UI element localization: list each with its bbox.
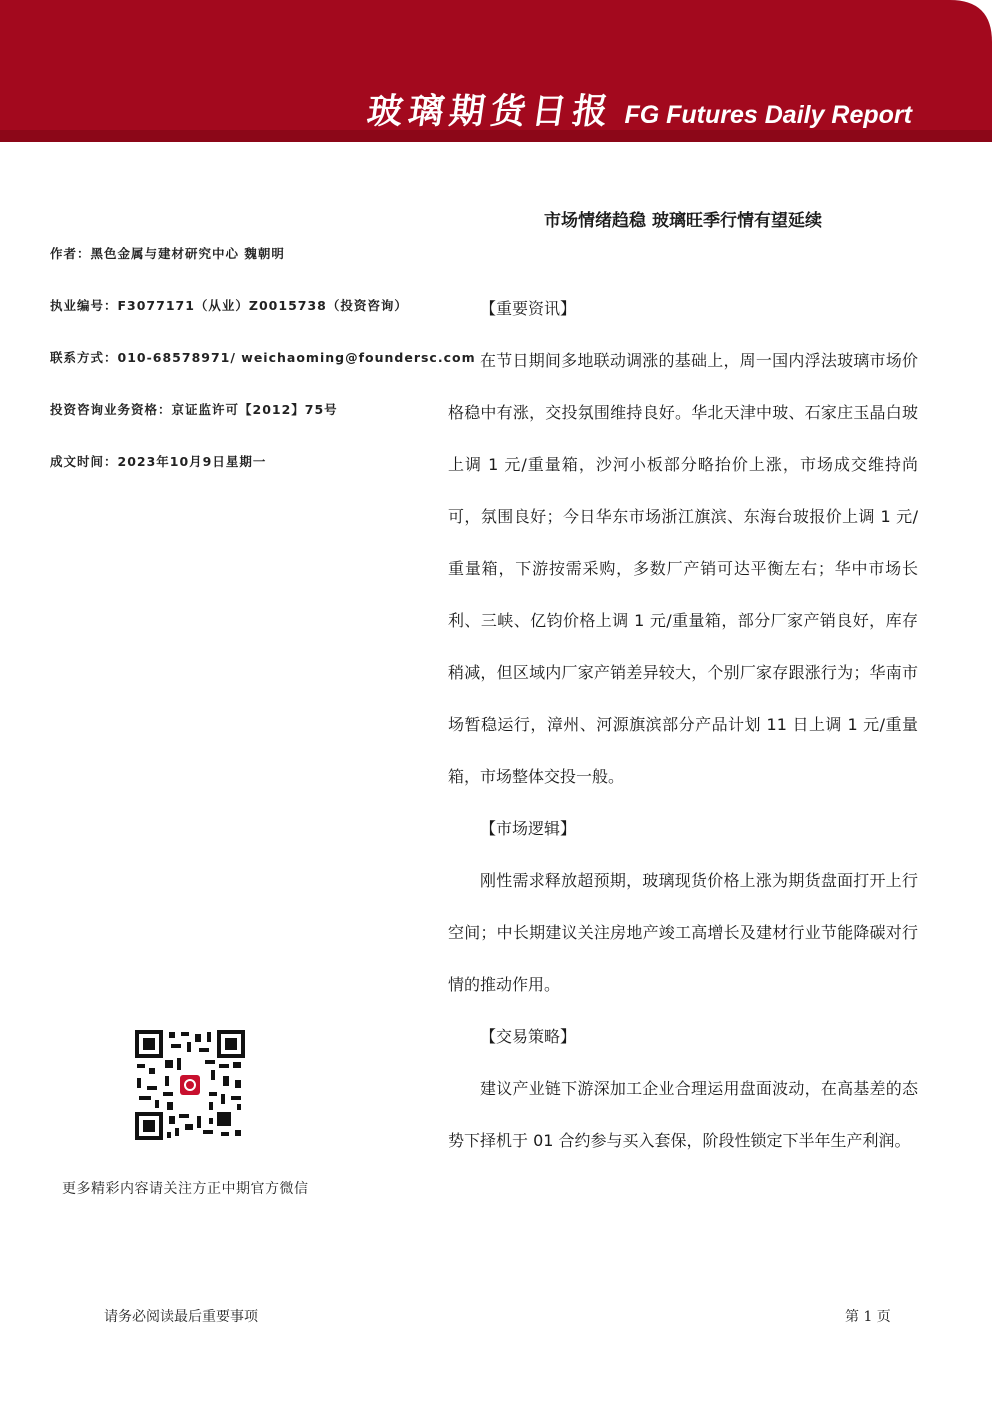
qualification-line: 投资咨询业务资格：京证监许可【2012】75号 — [50, 402, 338, 417]
author-info — [50, 243, 476, 503]
report-title-en: FG Futures Daily Report — [624, 101, 912, 129]
report-title — [365, 84, 912, 134]
section-heading-strategy: 【交易策略】 — [480, 1027, 577, 1046]
section-body-logic: 刚性需求释放超预期，玻璃现货价格上涨为期货盘面打开上行空间；中长期建议关注房地产竣工高增长及建材行业节能降碳对行情的推动作用。 — [448, 871, 918, 994]
page-number: 第 1 页 — [845, 1309, 891, 1325]
article-title: 市场情绪趋稳 玻璃旺季行情有望延续 — [544, 211, 822, 231]
footer-notice: 请务必阅读最后重要事项 — [104, 1309, 258, 1325]
contact-line: 联系方式：010-68578971/ weichaoming@foundersc.com — [50, 350, 476, 365]
section-body-news: 在节日期间多地联动调涨的基础上，周一国内浮法玻璃市场价格稳中有涨，交投氛围维持良好。华北天津中玻、石家庄玉晶白玻上调 1 元/重量箱，沙河小板部分略抬价上涨，市场成交维持尚可，氛围良好；今日华东市场浙江旗滨、东海台玻报价上调 1 元/重量箱，下游按需采购，多数厂产销可达平衡左右；华中市场长利、三峡、亿钧价格上调 1 元/重量箱，部分厂家产销良好，库存稍减，但区域内厂家产销差异较大，个别厂家存跟涨行为；华南市场暂稳运行，漳州、河源旗滨部分产品计划 11 日上调 1 元/重量箱，市场整体交投一般。 — [448, 351, 918, 786]
qr-code-icon — [135, 1030, 245, 1140]
section-heading-news: 【重要资讯】 — [480, 299, 577, 318]
date-line: 成文时间：2023年10月9日星期一 — [50, 454, 267, 469]
article — [448, 205, 918, 1167]
qr-caption: 更多精彩内容请关注方正中期官方微信 — [62, 1181, 309, 1197]
author-line: 作者：黑色金属与建材研究中心 魏朝明 — [50, 246, 285, 261]
report-title-cn: 玻璃期货日报 — [365, 92, 617, 132]
section-heading-logic: 【市场逻辑】 — [480, 819, 577, 838]
section-body-strategy: 建议产业链下游深加工企业合理运用盘面波动，在高基差的态势下择机于 01 合约参与买入套保，阶段性锁定下半年生产利润。 — [448, 1079, 918, 1150]
license-number-line: 执业编号：F3077171（从业）Z0015738（投资咨询） — [50, 298, 408, 313]
